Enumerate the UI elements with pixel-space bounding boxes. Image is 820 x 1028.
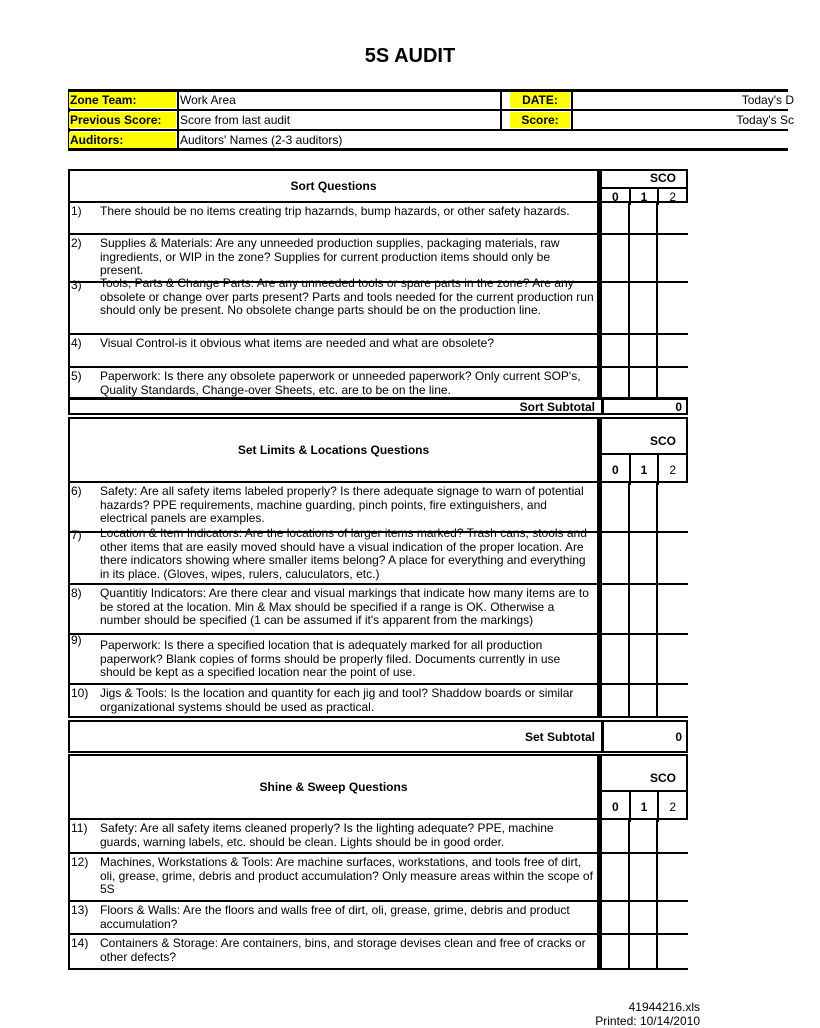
score-cells[interactable] xyxy=(599,902,688,933)
score-cells[interactable] xyxy=(599,585,688,633)
question-number: 2) xyxy=(71,236,82,250)
score-label: Score: xyxy=(510,112,570,128)
question-row xyxy=(68,685,688,718)
question-row xyxy=(68,935,688,970)
zone-team-label: Zone Team: xyxy=(69,92,176,108)
subtotal-value: 0 xyxy=(601,400,690,413)
score-cells[interactable] xyxy=(599,335,688,366)
score-cells[interactable] xyxy=(599,368,688,397)
question-row xyxy=(68,368,688,399)
score-col-1: 1 xyxy=(631,189,660,205)
question-number: 4) xyxy=(71,336,82,350)
set-subtotal-row xyxy=(68,720,688,753)
score-title: SCO xyxy=(650,434,677,448)
score-col-1: 1 xyxy=(631,792,660,822)
question-row xyxy=(68,854,688,902)
sort-subtotal-row xyxy=(68,398,688,415)
auditors-field[interactable]: Auditors' Names (2-3 auditors) xyxy=(180,133,343,147)
previous-score-row xyxy=(68,111,794,129)
score-cells[interactable] xyxy=(599,533,688,583)
question-number: 9) xyxy=(71,633,82,647)
subtotal-label: Sort Subtotal xyxy=(519,399,595,414)
question-number: 13) xyxy=(71,903,89,917)
question-number: 12) xyxy=(71,855,89,869)
question-number: 7) xyxy=(71,528,82,542)
section-title: Sort Questions xyxy=(68,169,599,203)
question-row xyxy=(68,526,688,585)
question-row xyxy=(68,335,688,368)
question-text: Containers & Storage: Are containers, bins, and storage devises clean and free of cracks or other defects? xyxy=(100,936,586,964)
page-title: 5S AUDIT xyxy=(364,45,456,67)
score-col-2: 2 xyxy=(669,190,677,204)
score-cells[interactable] xyxy=(599,235,688,281)
score-cells[interactable] xyxy=(599,635,688,683)
question-number: 10) xyxy=(71,686,89,700)
question-number: 6) xyxy=(71,484,82,498)
question-row xyxy=(68,585,688,635)
score-header xyxy=(599,754,688,820)
question-number: 14) xyxy=(71,936,89,950)
question-row xyxy=(68,820,688,854)
score-field[interactable]: Today's Sc xyxy=(736,113,794,127)
question-row xyxy=(68,203,688,235)
question-text: Safety: Are all safety items cleaned properly? Is the lighting adequate? PPE, machine guards, warning labels, etc. should be clean. Lights should be in good order. xyxy=(100,821,554,849)
score-cells[interactable] xyxy=(599,283,688,333)
question-text: Quantitiy Indicators: Are there clear and visual markings that indicate how many items are to be stored at the location. Min & Max should be specified if a range is OK. Otherwise a number should be specified (1 can be assumed if it's apparent from the markings) xyxy=(100,586,589,627)
score-title: SCO xyxy=(650,771,677,785)
question-text: Location & Item Indicators: Are the locations of larger items marked? Trash cans, stools and other items that are easily moved should have a visual indication of the proper location. Are there indicators showing where smaller items belong? A place for everything and everything in its place. (Gloves, wipes, rulers, caluculators, etc.) xyxy=(100,526,587,581)
score-cells[interactable] xyxy=(599,854,688,900)
score-col-2: 2 xyxy=(669,800,677,814)
score-cells[interactable] xyxy=(599,935,688,968)
question-number: 3) xyxy=(71,278,82,292)
question-text: There should be no items creating trip hazarnds, bump hazards, or other safety hazards. xyxy=(100,204,570,218)
auditors-label: Auditors: xyxy=(69,132,176,148)
previous-score-field[interactable]: Score from last audit xyxy=(180,113,291,127)
question-row xyxy=(68,635,688,685)
previous-score-label: Previous Score: xyxy=(69,112,176,128)
subtotal-label: Set Subtotal xyxy=(524,729,595,744)
subtotal-value: 0 xyxy=(601,722,690,751)
question-row xyxy=(68,276,688,335)
score-header xyxy=(599,417,688,483)
score-cells[interactable] xyxy=(599,483,688,531)
question-text: Jigs & Tools: Is the location and quantity for each jig and tool? Shaddow boards or similar organizational systems should be used as practical. xyxy=(100,686,574,714)
auditors-row xyxy=(68,131,788,149)
question-text: Tools, Parts & Change Parts: Are any unneeded tools or spare parts in the zone? Are any obsolete or change over parts present? Parts and tools needed for the current production run should only be present. No obsolete change parts should be on the production line. xyxy=(100,276,594,317)
section-title: Shine & Sweep Questions xyxy=(68,754,599,820)
score-col-0: 0 xyxy=(602,189,631,205)
score-col-0: 0 xyxy=(602,455,631,485)
question-row xyxy=(68,902,688,935)
score-col-0: 0 xyxy=(602,792,631,822)
score-cells[interactable] xyxy=(599,203,688,233)
score-col-2: 2 xyxy=(669,463,677,477)
footer-printed: Printed: 10/14/2010 xyxy=(595,1014,700,1028)
score-title: SCO xyxy=(650,171,677,185)
question-number: 11) xyxy=(71,821,88,835)
score-nums xyxy=(602,453,686,485)
question-text: Supplies & Materials: Are any unneeded production supplies, packaging materials, raw ingredients, or WIP in the zone? Supplies for current production items should only be present. xyxy=(100,236,560,277)
question-number: 8) xyxy=(71,586,82,600)
question-text: Paperwork: Is there a specified location that is adequately marked for all production paperwork? Blank copies of forms should be properly filed. Documents currently in use should be kept as a specified location near the point of use. xyxy=(100,638,561,679)
section-title: Set Limits & Locations Questions xyxy=(68,417,599,483)
audit-header xyxy=(68,89,794,151)
question-text: Visual Control-is it obvious what items are needed and what are obsolete? xyxy=(100,336,495,350)
score-col-1: 1 xyxy=(631,455,660,485)
question-number: 1) xyxy=(71,204,82,218)
zone-team-field[interactable]: Work Area xyxy=(180,93,236,107)
footer-filename: 41944216.xls xyxy=(628,1000,700,1014)
score-cells[interactable] xyxy=(599,685,688,716)
date-label: DATE: xyxy=(510,92,570,108)
question-text: Machines, Workstations & Tools: Are machine surfaces, workstations, and tools free of dirt, oli, grease, grime, debris and product accumulation? Only measure areas within the scope of 5S xyxy=(100,855,593,896)
score-header xyxy=(599,169,688,203)
question-number: 5) xyxy=(71,369,82,383)
score-cells[interactable] xyxy=(599,820,688,852)
date-field[interactable]: Today's D xyxy=(741,93,794,107)
zone-team-row xyxy=(68,91,794,109)
question-text: Floors & Walls: Are the floors and walls free of dirt, oli, grease, grime, debris and product accumulation? xyxy=(100,903,570,931)
score-nums xyxy=(602,790,686,822)
question-text: Safety: Are all safety items labeled properly? Is there adequate signage to warn of potential hazards? PPE requirements, machine guarding, pinch points, fire extinguishers, and electrical panels are examples. xyxy=(100,484,584,525)
question-text: Paperwork: Is there any obsolete paperwork or unneeded paperwork? Only current SOP's, Quality Standards, Change-over Sheets, etc. are to be on the line. xyxy=(100,369,581,397)
